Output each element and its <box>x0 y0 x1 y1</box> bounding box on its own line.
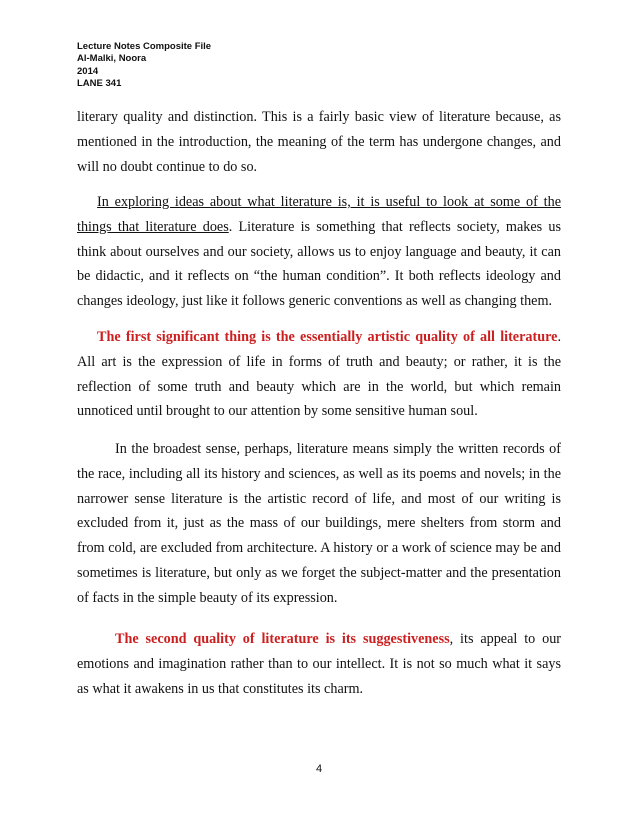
paragraph-2-underlined: In exploring ideas about what literature is, it is useful to look at some of the things that literature does <box>77 194 561 235</box>
paragraph-1-text: literary quality and distinction. This is a fairly basic view of literature because, as mentioned in the introduction, the meaning of the term has undergone changes, and will no doubt continue to do so. <box>77 109 561 175</box>
paragraph-2-text: . Literature is something that reflects society, makes us think about ourselves and our society, allows us to enjoy language and beauty, it can be didactic, and it reflects on “the human condition”. It both reflects ideology and changes ideology, just like it follows generic conventions as well as changing them. <box>77 218 561 310</box>
header-author: Al-Malki, Noora <box>77 53 147 65</box>
paragraph-5-highlight: The second quality of literature is its suggestiveness <box>115 631 450 647</box>
paragraph-4 <box>77 437 561 611</box>
header-course: LANE 341 <box>77 77 122 89</box>
paragraph-3-highlight: The first significant thing is the essentially artistic quality of all literature <box>97 329 558 345</box>
header-year: 2014 <box>77 65 99 77</box>
paragraph-2 <box>77 190 561 314</box>
paragraph-1 <box>77 105 561 179</box>
paragraph-5 <box>77 627 561 701</box>
paragraph-3 <box>77 325 561 424</box>
paragraph-5-text: , its appeal to our emotions and imagination rather than to our intellect. It is not so much what it says as what it awakens in us that constitutes its charm. <box>77 631 562 697</box>
header-title: Lecture Notes Composite File <box>77 41 212 52</box>
paragraph-3-text: . All art is the expression of life in forms of truth and beauty; or rather, it is the reflection of some truth and beauty which are in the world, but which remain unnoticed until brought to our attention by some sensitive human soul. <box>77 329 561 420</box>
document-header <box>77 41 211 90</box>
paragraph-4-text: In the broadest sense, perhaps, literature means simply the written records of the race, including all its history and sciences, as well as its poems and novels; in the narrower sense literature is the artistic record of life, and most of our writing is excluded from it, just as the mass of our buildings, mere shelters from storm and from cold, are excluded from architecture. A history or a work of science may be and sometimes is literature, but only as we forget the subject-matter and the presentation of facts in the simple beauty of its expression. <box>77 441 561 606</box>
page-number: 4 <box>315 763 323 775</box>
